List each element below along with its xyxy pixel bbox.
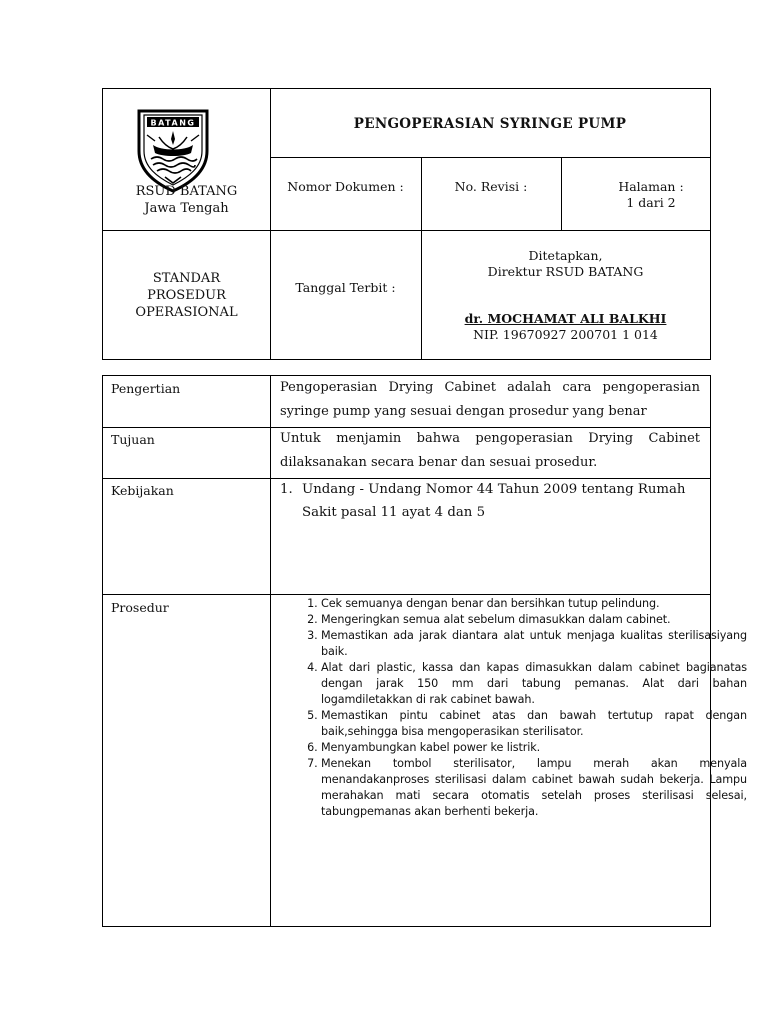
tujuan-text xyxy=(280,427,700,475)
row-label-prosedur: Prosedur xyxy=(111,600,169,615)
procedure-step: 6. Menyambungkan kabel power ke listrik. xyxy=(321,740,747,756)
procedure-step: 2. Mengeringkan semua alat sebelum dimasukkan dalam cabinet. xyxy=(321,612,747,628)
procedure-step: 4. Alat dari plastic, kassa dan kapas dimasukkan dalam cabinet bagianatas dengan jarak 150 mm dari tabung pemanas. Alat dari bahan logamdiletakkan di rak cabinet bawah. xyxy=(321,660,747,708)
procedure-step: 5. Memastikan pintu cabinet atas dan bawah tertutup rapat dengan baik,sehingga bisa mengoperasikan sterilisator. xyxy=(321,708,747,740)
issue-date-label: Tanggal Terbit : xyxy=(295,280,396,295)
procedure-step: 3. Memastikan ada jarak diantara alat untuk menjaga kualitas sterilisasiyang baik. xyxy=(321,628,747,660)
divider xyxy=(103,230,710,231)
text-line: Pengoperasian Drying Cabinet adalah cara pengoperasian xyxy=(280,380,700,395)
text-line: syringe pump yang sesuai dengan prosedur yang benar xyxy=(280,404,647,419)
director-title: Direktur RSUD BATANG xyxy=(487,264,644,279)
sop-label xyxy=(103,270,270,321)
row-label-tujuan: Tujuan xyxy=(111,432,155,447)
row-label-pengertian: Pengertian xyxy=(111,381,181,396)
signer-name: dr. MOCHAMAT ALI BALKHI xyxy=(464,311,667,326)
procedure-step: 7. Menekan tombol sterilisator, lampu merah akan menyala menandakanproses sterilisasi dalam cabinet bawah sudah bekerja. Lampu merahakan mati secara otomatis setelah proses sterilisasi selesai, tabungpemanas akan berhenti bekerja. xyxy=(321,756,747,820)
region-label: Jawa Tengah xyxy=(144,201,229,216)
procedure-step: 1. Cek semuanya dengan benar dan bersihkan tutup pelindung. xyxy=(321,596,747,612)
text-line: Undang - Undang Nomor 44 Tahun 2009 tentang Rumah xyxy=(302,482,686,497)
divider xyxy=(103,594,710,595)
page-label: Halaman : xyxy=(618,179,684,194)
document-title: PENGOPERASIAN SYRINGE PUMP xyxy=(353,116,627,132)
page-value: 1 dari 2 xyxy=(626,195,676,210)
divider xyxy=(270,376,271,926)
sop-line: STANDAR xyxy=(152,271,221,286)
approval-label: Ditetapkan, xyxy=(528,248,603,263)
revision-label: No. Revisi : xyxy=(454,179,528,194)
pengertian-text xyxy=(280,376,700,424)
item-number: 1. xyxy=(280,482,293,497)
svg-text:BATANG: BATANG xyxy=(150,118,196,128)
sop-line: PROSEDUR xyxy=(147,288,226,303)
text-line: dilaksanakan secara benar dan sesuai prosedur. xyxy=(280,455,598,470)
text-line: Sakit pasal 11 ayat 4 dan 5 xyxy=(302,505,486,520)
sop-line: OPERASIONAL xyxy=(135,305,238,320)
approval-block xyxy=(421,248,710,280)
hospital-label: RSUD BATANG xyxy=(135,184,238,199)
procedure-list xyxy=(281,596,747,820)
signer-nip: NIP. 19670927 200701 1 014 xyxy=(473,327,658,342)
batang-regency-logo xyxy=(133,105,213,193)
hospital-name xyxy=(103,183,270,217)
signer-block xyxy=(421,311,710,343)
page-info xyxy=(591,179,711,211)
divider xyxy=(270,157,710,158)
procedure-table xyxy=(102,375,747,927)
divider xyxy=(561,157,562,230)
header-table xyxy=(102,88,711,360)
text-line: Untuk menjamin bahwa pengoperasian Drying Cabinet xyxy=(280,431,700,446)
row-label-kebijakan: Kebijakan xyxy=(111,483,174,498)
document-number-label: Nomor Dokumen : xyxy=(287,179,404,194)
